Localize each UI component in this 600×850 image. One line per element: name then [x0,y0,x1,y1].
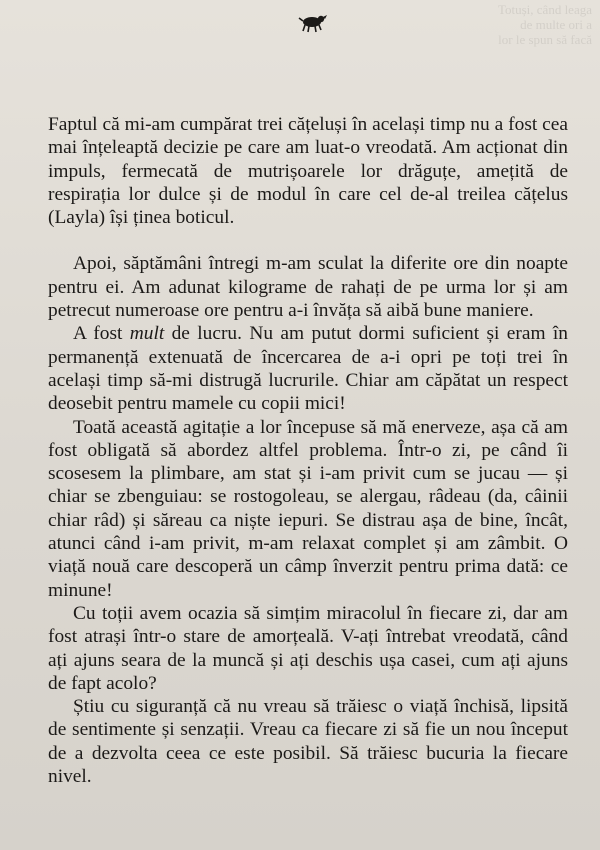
paragraph-5 [48,602,568,695]
paragraph-3-text-a: A fost [73,323,130,345]
emphasis-mult: mult [129,323,165,345]
paragraph-2 [48,252,568,322]
paragraph-4-text: Toată această agitație a lor începuse să mă enerveze, așa că am fost obligată să abordez altfel problema. Într-o zi, pe când îi scosesem la plimbare, am stat și i-am privit cum se jucau — și chiar se zbenguiau: se rostogoleau, se alergau, râdeau (da, câinii chiar râd) și săreau ca niște iepuri. Se distrau așa de bine, încât, atunci când i-am privit, m-am relaxat complet și am zâmbit. O viață nouă care descoperă un câmp înverzit pentru prima dată: ce minune! [48,416,568,601]
body-text [48,113,568,788]
paragraph-5-text: Cu toții avem ocazia să simțim miracolul în fiecare zi, dar am fost atrași într-o stare de amorțeală. V-ați întrebat vreodată, când ați ajuns seara de la muncă și ați deschis ușa casei, cum ați ajuns de fapt acolo? [48,602,568,694]
paragraph-1-text: Faptul că mi-am cumpărat trei cățeluși în același timp nu a fost cea mai înțeleaptă decizie pe care am luat-o vreodată. Am acționat din impuls, fermecată de mutrișoarele lor drăguțe, amețită de respirația lor dulce și de modul în care cel de-al treilea cățelus (Layla) își ținea boticul. [48,114,568,229]
paragraph-6-text: Știu cu siguranță că nu vreau să trăiesc o viață închisă, lipsită de sentimente și senzații. Vreau ca fiecare zi să fie un nou început de a dezvolta ceea ce este posibil. Să trăiesc bucuria la fiecare nivel. [48,696,568,788]
paragraph-2-text: Apoi, săptămâni întregi m-am sculat la diferite ore din noapte pentru ei. Am adunat kilograme de rahați de pe urma lor și am petrecut numeroase ore pentru a-i învăța să aibă bune maniere. [48,253,568,322]
paragraph-4 [48,416,568,602]
paragraph-3 [48,322,568,415]
paragraph-3-text-b: de lucru. Nu am putut dormi suficient și eram în permanență extenuată de încercarea de a-i opri pe toți trei în același timp să-mi distrugă lucrurile. Chiar am căpătat un respect deosebit pentru mamele cu copii mici! [48,323,569,415]
scarab-dog-ornament-icon [298,12,330,34]
bleed-through-text: Totuși, când leaga de multe ori a lor le spun să facă [497,2,592,47]
paragraph-6 [48,695,568,788]
paragraph-1 [48,113,568,229]
